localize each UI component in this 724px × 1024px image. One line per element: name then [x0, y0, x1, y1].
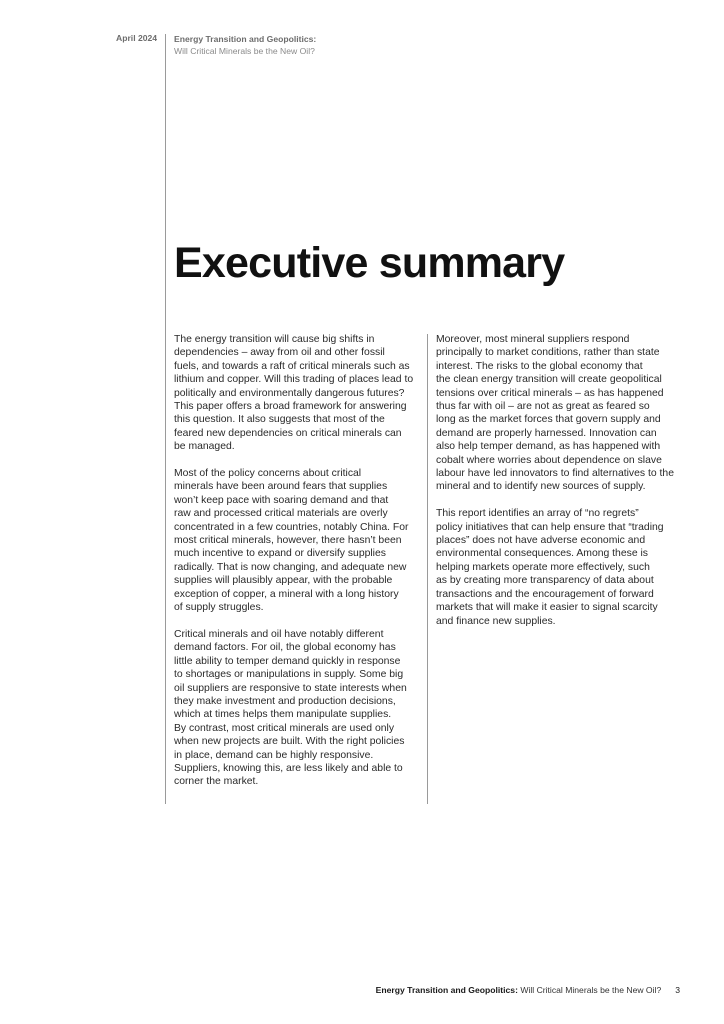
footer-title-rest: Will Critical Minerals be the New Oil?: [517, 985, 662, 995]
header-title-subtitle: Will Critical Minerals be the New Oil?: [174, 46, 315, 56]
page-footer: [376, 985, 680, 995]
paragraph-1: The energy transition will cause big shifts in dependencies – away from oil and other fossil fuels, and towards a raft of critical minerals such as lithium and copper. Will this trading of places lead to politically and environmentally dangerous futures? This paper offers a broad framework for answering this question. It also suggests that most of the feared new dependencies on critical minerals can be managed.: [174, 334, 414, 453]
left-text-column: [174, 333, 420, 802]
footer-title-bold: Energy Transition and Geopolitics:: [375, 985, 518, 995]
page-title: Executive summary: [174, 239, 565, 287]
paragraph-3: Critical minerals and oil have notably different demand factors. For oil, the global economy has little ability to temper demand quickly in response to shortages or manipulations in supply. Some big oil suppliers are responsive to state interests when they make investment and production decisions, which at times helps them manipulate supplies. By contrast, most critical minerals are used only when new projects are built. With the right policies in place, demand can be highly responsive. Suppliers, knowing this, are less likely and able to corner the market.: [174, 628, 407, 788]
left-vertical-rule: [165, 34, 166, 804]
header-date: April 2024: [116, 33, 158, 43]
page-number: 3: [675, 985, 680, 995]
header-title: [174, 33, 316, 57]
paragraph-5: This report identifies an array of “no regrets” policy initiatives that can help ensure that “trading places” does not have adverse economic and environmental consequences. Among these is helping markets operate more effectively, such as by creating more transparency of data about transactions and the encouragement of forward markets that will make it easier to signal scarcity and finance new supplies.: [436, 508, 664, 627]
paragraph-4: Moreover, most mineral suppliers respond principally to market conditions, rather than state interest. The risks to the global economy that the clean energy transition will create geopolitical tensions over critical minerals – as has happened thus far with oil – are not as great as feared so long as the market forces that govern supply and demand are properly harnessed. Innovation can also help temper demand, as has happened with cobalt where worries about dependence on slave labour have led innovators to find alternatives to the mineral and to identify new sources of supply.: [436, 334, 674, 493]
column-divider-rule: [427, 334, 428, 804]
right-text-column: [436, 333, 686, 641]
header-title-main: Energy Transition and Geopolitics:: [174, 34, 317, 44]
paragraph-2: Most of the policy concerns about critical minerals have been around fears that supplies won’t keep pace with soaring demand and that raw and processed critical materials are overly concentrated in a few countries, notably China. For most critical minerals, however, there hasn’t been much incentive to expand or diversify supplies radically. That is now changing, and adequate new supplies will plausibly appear, with the probable exception of copper, a mineral with a long history of supply struggles.: [174, 468, 409, 614]
